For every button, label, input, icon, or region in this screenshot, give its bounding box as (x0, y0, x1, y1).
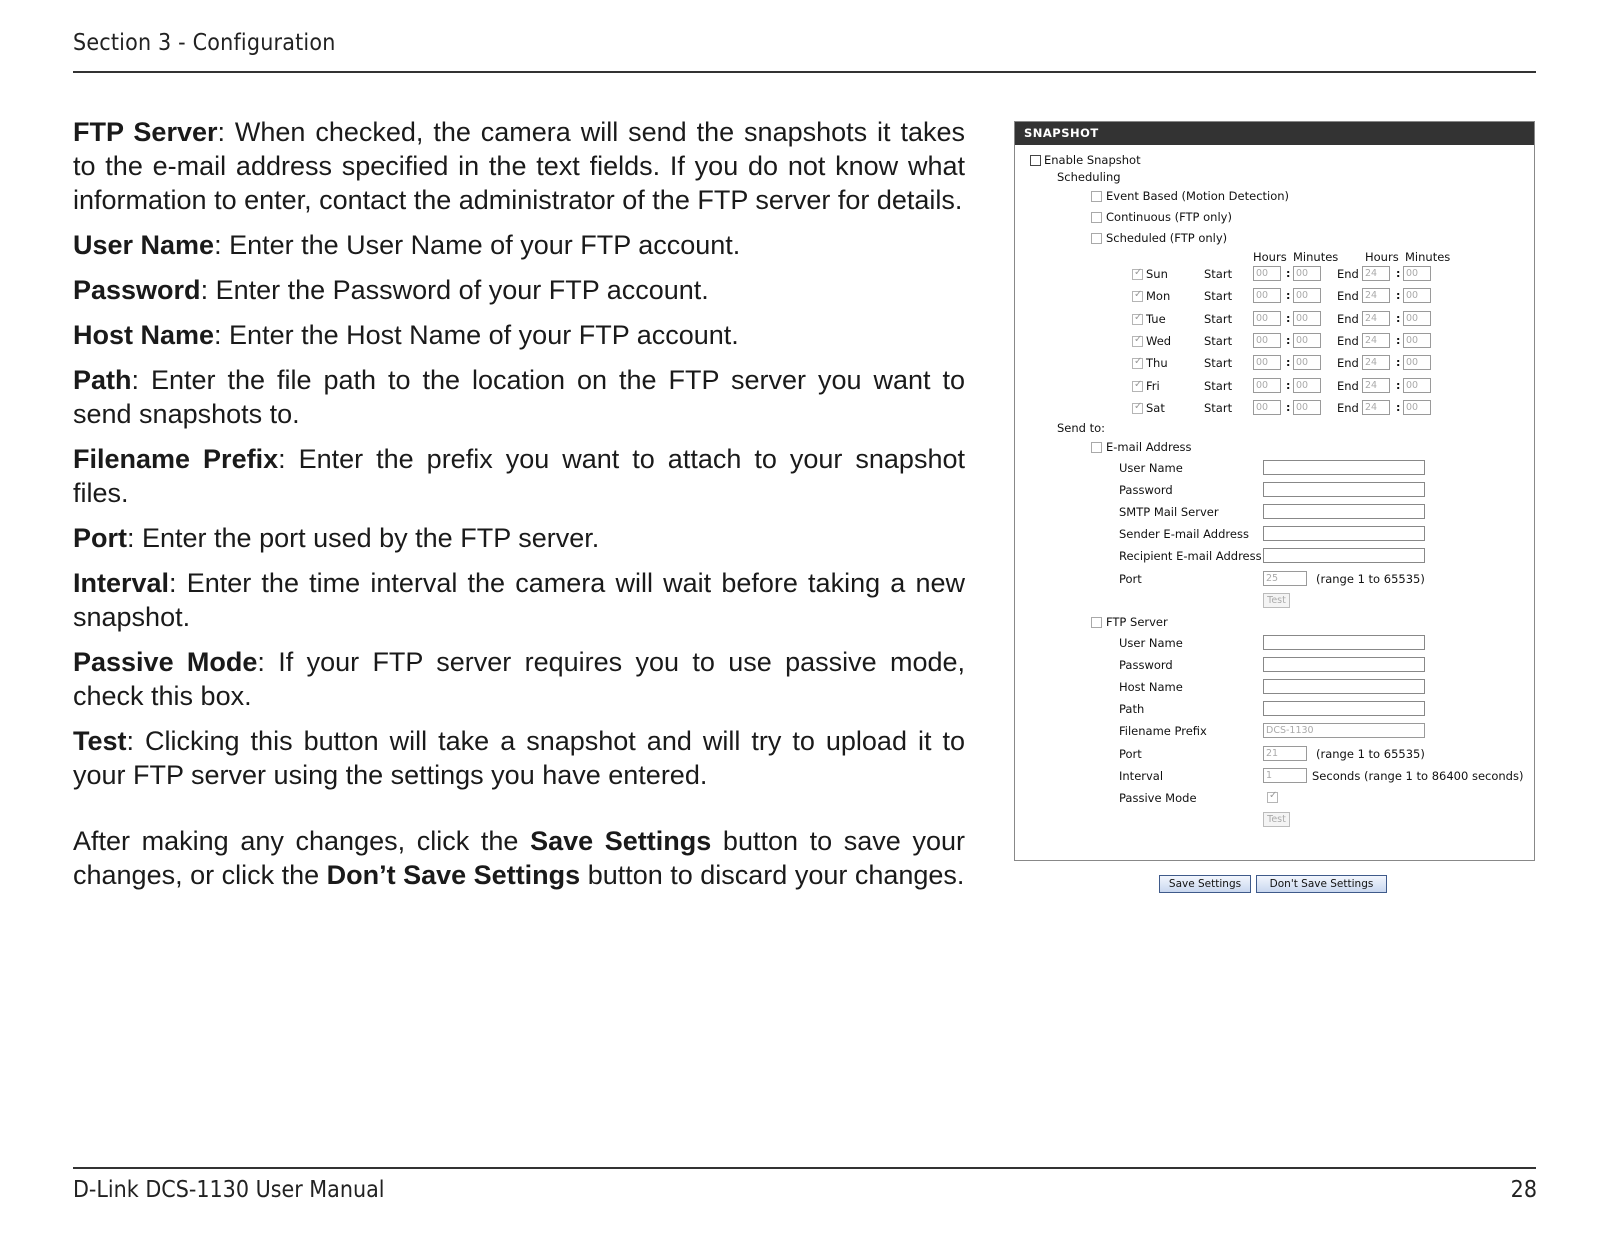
end-label: End (1337, 356, 1359, 371)
ftp-password-label: Password (1119, 658, 1173, 672)
end-hour-input[interactable]: 24 (1362, 266, 1390, 281)
end-hour-input[interactable]: 24 (1362, 378, 1390, 393)
ftp-port-label: Port (1119, 747, 1142, 761)
time-separator: : (1396, 356, 1401, 370)
end-minute-input[interactable]: 00 (1403, 355, 1431, 370)
email-user-name-label: User Name (1119, 461, 1183, 475)
smtp-server-input[interactable] (1263, 504, 1425, 519)
enable-snapshot-checkbox[interactable] (1030, 155, 1041, 166)
start-label: Start (1204, 356, 1233, 371)
desc-host-name: Host Name: Enter the Host Name of your FTP account. (73, 320, 739, 350)
end-label: End (1337, 267, 1359, 281)
header-rule (73, 71, 1536, 73)
time-separator: : (1396, 267, 1401, 280)
start-minutes-header: Minutes (1293, 250, 1339, 264)
ftp-port-range: (range 1 to 65535) (1316, 747, 1425, 761)
desc-path: Path: Enter the file path to the location on the FTP server you want to send snapshots to. (73, 365, 965, 429)
end-hour-input[interactable]: 24 (1362, 288, 1390, 303)
start-label: Start (1204, 267, 1233, 281)
day-checkbox[interactable] (1132, 358, 1143, 369)
start-label: Start (1204, 400, 1233, 415)
description-text (73, 115, 965, 903)
start-hour-input[interactable]: 00 (1253, 400, 1281, 415)
dont-save-settings-button[interactable]: Don't Save Settings (1256, 875, 1387, 893)
day-label: Sat (1146, 400, 1165, 415)
ftp-host-name-label: Host Name (1119, 680, 1183, 694)
start-minute-input[interactable]: 00 (1293, 266, 1321, 281)
end-minute-input[interactable]: 00 (1403, 400, 1431, 415)
start-minute-input[interactable]: 00 (1293, 400, 1321, 415)
day-checkbox[interactable] (1132, 314, 1143, 325)
scheduled-checkbox[interactable] (1091, 233, 1102, 244)
email-test-button[interactable]: Test (1263, 593, 1290, 608)
section-header: Section 3 - Configuration (73, 30, 336, 56)
panel-title: SNAPSHOT (1015, 122, 1534, 145)
time-separator: : (1286, 267, 1291, 280)
passive-mode-checkbox[interactable] (1267, 792, 1278, 803)
time-separator: : (1396, 400, 1401, 414)
desc-interval: Interval: Enter the time interval the camera will wait before taking a new snapshot. (73, 568, 965, 632)
email-address-label: E-mail Address (1106, 440, 1192, 454)
end-minute-input[interactable]: 00 (1403, 311, 1431, 326)
time-separator: : (1286, 289, 1291, 303)
end-minute-input[interactable]: 00 (1403, 266, 1431, 281)
start-minute-input[interactable]: 00 (1293, 311, 1321, 326)
recipient-email-label: Recipient E-mail Address (1119, 549, 1262, 563)
start-minute-input[interactable]: 00 (1293, 355, 1321, 370)
time-separator: : (1396, 378, 1401, 392)
desc-filename-prefix: Filename Prefix: Enter the prefix you want to attach to your snapshot files. (73, 444, 965, 508)
ftp-user-name-label: User Name (1119, 636, 1183, 650)
start-label: Start (1204, 311, 1233, 326)
end-label: End (1337, 311, 1359, 326)
day-label: Tue (1146, 311, 1166, 326)
scheduled-label: Scheduled (FTP only) (1106, 231, 1228, 245)
time-separator: : (1286, 356, 1291, 370)
start-hour-input[interactable]: 00 (1253, 378, 1281, 393)
email-port-range: (range 1 to 65535) (1316, 572, 1425, 586)
end-hour-input[interactable]: 24 (1362, 400, 1390, 415)
manual-title: D-Link DCS-1130 User Manual (73, 1177, 385, 1203)
time-separator: : (1286, 378, 1291, 392)
start-label: Start (1204, 378, 1233, 393)
day-checkbox[interactable] (1132, 291, 1143, 302)
email-address-checkbox[interactable] (1091, 442, 1102, 453)
passive-mode-label: Passive Mode (1119, 791, 1197, 805)
send-to-label: Send to: (1057, 421, 1106, 435)
sender-email-label: Sender E-mail Address (1119, 527, 1249, 541)
start-minute-input[interactable]: 00 (1293, 378, 1321, 393)
day-label: Wed (1146, 333, 1172, 348)
day-checkbox[interactable] (1132, 381, 1143, 392)
smtp-server-label: SMTP Mail Server (1119, 505, 1219, 519)
time-separator: : (1286, 311, 1291, 325)
desc-port: Port: Enter the port used by the FTP server. (73, 523, 600, 553)
end-hours-header: Hours (1365, 250, 1399, 264)
email-port-label: Port (1119, 572, 1142, 586)
ftp-interval-range: Seconds (range 1 to 86400 seconds) (1312, 769, 1524, 783)
time-separator: : (1286, 400, 1291, 414)
end-minutes-header: Minutes (1405, 250, 1451, 264)
start-minute-input[interactable]: 00 (1293, 288, 1321, 303)
ftp-password-input[interactable] (1263, 657, 1425, 672)
end-hour-input[interactable]: 24 (1362, 333, 1390, 348)
sender-email-input[interactable] (1263, 526, 1425, 541)
start-hour-input[interactable]: 00 (1253, 266, 1281, 281)
ftp-path-input[interactable] (1263, 701, 1425, 716)
event-based-label: Event Based (Motion Detection) (1106, 189, 1290, 203)
day-label: Sun (1146, 267, 1168, 281)
time-separator: : (1396, 333, 1401, 347)
start-hour-input[interactable]: 00 (1253, 333, 1281, 348)
continuous-checkbox[interactable] (1091, 212, 1102, 223)
end-hour-input[interactable]: 24 (1362, 311, 1390, 326)
start-hours-header: Hours (1253, 250, 1287, 264)
end-minute-input[interactable]: 00 (1403, 378, 1431, 393)
ftp-interval-label: Interval (1119, 769, 1164, 783)
desc-test: Test: Clicking this button will take a snapshot and will try to upload it to your FTP server using the settings you have entered. (73, 726, 965, 790)
save-settings-button[interactable]: Save Settings (1159, 875, 1251, 893)
day-label: Mon (1146, 289, 1171, 304)
ftp-port-input[interactable]: 21 (1263, 746, 1307, 761)
footer-rule (73, 1167, 1536, 1169)
end-hour-input[interactable]: 24 (1362, 355, 1390, 370)
start-hour-input[interactable]: 00 (1253, 288, 1281, 303)
day-checkbox[interactable] (1132, 269, 1143, 280)
day-checkbox[interactable] (1132, 336, 1143, 347)
start-hour-input[interactable]: 00 (1253, 311, 1281, 326)
start-label: Start (1204, 333, 1233, 348)
start-hour-input[interactable]: 00 (1253, 355, 1281, 370)
desc-password: Password: Enter the Password of your FTP account. (73, 275, 709, 305)
snapshot-panel (1014, 121, 1535, 861)
enable-snapshot-label: Enable Snapshot (1044, 153, 1141, 167)
end-label: End (1337, 400, 1359, 415)
email-user-name-input[interactable] (1263, 460, 1425, 475)
ftp-host-name-input[interactable] (1263, 679, 1425, 694)
day-label: Fri (1146, 378, 1160, 393)
end-label: End (1337, 289, 1359, 304)
desc-passive-mode: Passive Mode: If your FTP server requires you to use passive mode, check this box. (73, 647, 965, 711)
continuous-label: Continuous (FTP only) (1106, 210, 1232, 224)
end-label: End (1337, 333, 1359, 348)
email-password-input[interactable] (1263, 482, 1425, 497)
ftp-interval-input[interactable]: 1 (1263, 768, 1307, 783)
start-label: Start (1204, 289, 1233, 304)
email-port-input[interactable]: 25 (1263, 571, 1307, 586)
end-label: End (1337, 378, 1359, 393)
ftp-server-checkbox[interactable] (1091, 617, 1102, 628)
event-based-checkbox[interactable] (1091, 191, 1102, 202)
ftp-prefix-input[interactable]: DCS-1130 (1263, 723, 1425, 738)
day-label: Thu (1146, 356, 1168, 371)
time-separator: : (1396, 289, 1401, 303)
ftp-prefix-label: Filename Prefix (1119, 724, 1207, 738)
ftp-server-label: FTP Server (1106, 615, 1168, 629)
start-minute-input[interactable]: 00 (1293, 333, 1321, 348)
time-separator: : (1286, 333, 1291, 347)
ftp-user-name-input[interactable] (1263, 635, 1425, 650)
email-password-label: Password (1119, 483, 1173, 497)
desc-closing: After making any changes, click the Save Settings button to save your changes, or click the Don’t Save Settings button to discard your changes. (73, 826, 965, 890)
scheduling-label: Scheduling (1057, 170, 1121, 184)
ftp-path-label: Path (1119, 702, 1145, 716)
end-minute-input[interactable]: 00 (1403, 288, 1431, 303)
desc-ftp-server: FTP Server: When checked, the camera will send the snapshots it takes to the e-mail address specified in the text fields. If you do not know what information to enter, contact the administrator of the FTP server for details. (73, 117, 965, 215)
end-minute-input[interactable]: 00 (1403, 333, 1431, 348)
time-separator: : (1396, 311, 1401, 325)
page-number: 28 (1510, 1177, 1537, 1203)
ftp-test-button[interactable]: Test (1263, 812, 1290, 827)
day-checkbox[interactable] (1132, 403, 1143, 414)
desc-user-name: User Name: Enter the User Name of your FTP account. (73, 230, 741, 260)
recipient-email-input[interactable] (1263, 548, 1425, 563)
